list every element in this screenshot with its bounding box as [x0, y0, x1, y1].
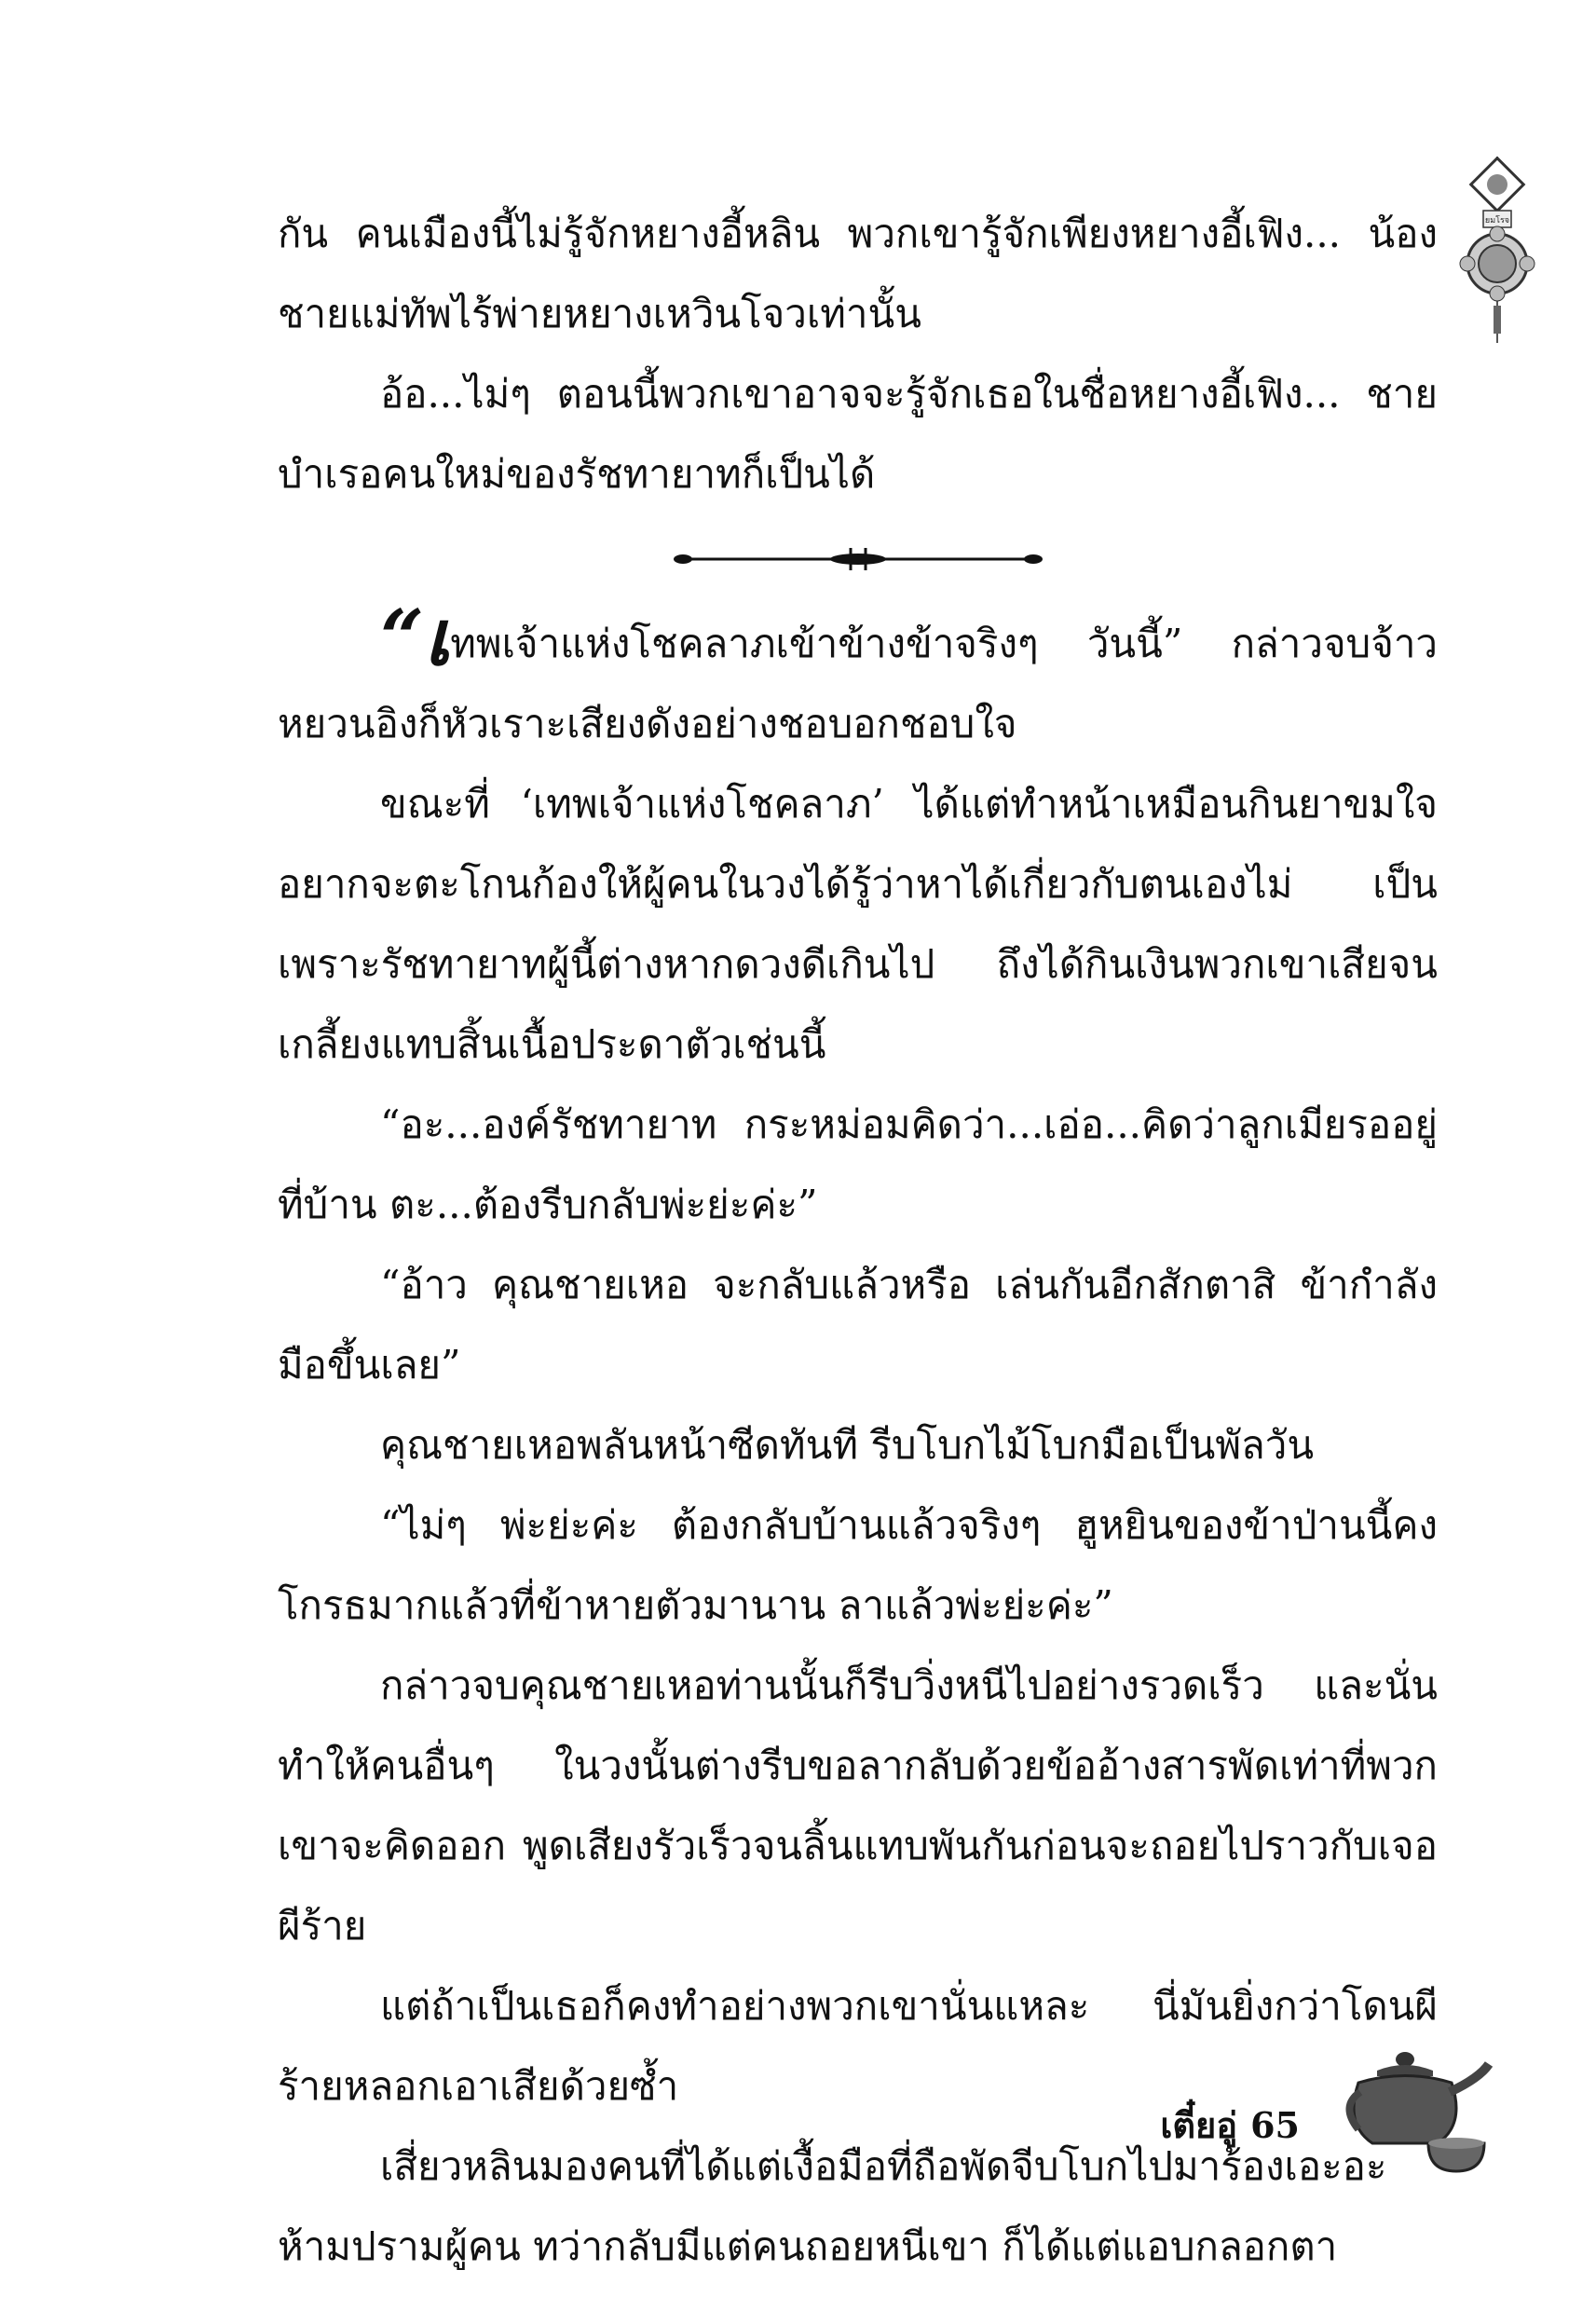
paragraph-2: อ้อ...ไม่ๆ ตอนนี้พวกเขาอาจจะรู้จักเธอในชื่อหยางอี้เฟิง... ชายบำเรอคนใหม่ของรัชทายาทก็เป็นได้	[278, 371, 1438, 497]
paragraph-9: แต่ถ้าเป็นเธอก็คงทำอย่างพวกเขานั่นแหละ นี่มันยิ่งกว่าโดนผีร้ายหลอกเอาเสียด้วยซ้ำ	[278, 1983, 1438, 2109]
section-divider	[278, 514, 1438, 604]
corner-ornament-icon	[1455, 157, 1539, 343]
paragraph-3: ขณะที่ ‘เทพเจ้าแห่งโชคลาภ’ ได้แต่ทำหน้าเหมือนกินยาขมใจอยากจะตะโกนก้องให้ผู้คนในวงได้รู้ว่าหาได้เกี่ยวกับตนเองไม่ เป็นเพราะรัชทายาทผู้นี้ต่างหากดวงดีเกินไป ถึงได้กินเงินพวกเขาเสียจนเกลี้ยงแทบสิ้นเนื้อประดาตัวเช่นนี้	[278, 781, 1438, 1067]
paragraph-8: กล่าวจบคุณชายเหอท่านนั้นก็รีบวิ่งหนีไปอย่างรวดเร็ว และนั่นทำให้คนอื่นๆ ในวงนั้นต่างรีบขอลากลับด้วยข้ออ้างสารพัดเท่าที่พวกเขาจะคิดออก พูดเสียงรัวเร็วจนลิ้นแทบพันกันก่อนจะถอยไปราวกับเจอผีร้าย	[278, 1662, 1438, 1949]
svg-text:ยมโรจ: ยมโรจ	[1484, 216, 1510, 226]
paragraph-1: กัน คนเมืองนี้ไม่รู้จักหยางอี้หลิน พวกเขารู้จักเพียงหยางอี้เฟิง... น้องชายแม่ทัพไร้พ่ายหยางเหวินโจวเท่านั้น	[278, 211, 1438, 336]
paragraph-7: “ไม่ๆ พ่ะย่ะค่ะ ต้องกลับบ้านแล้วจริงๆ ฮูหยินของข้าป่านนี้คงโกรธมากแล้วที่ข้าหายตัวมานาน ลาแล้วพ่ะย่ะค่ะ”	[278, 1502, 1438, 1628]
paragraph-5: “อ้าว คุณชายเหอ จะกลับแล้วหรือ เล่นกันอีกสักตาสิ ข้ากำลังมือขึ้นเลย”	[278, 1262, 1438, 1388]
teapot-icon	[1340, 2041, 1498, 2181]
divider-ornament-icon	[672, 540, 1044, 578]
book-title: เตี๋ยอู่	[1160, 2104, 1238, 2146]
paragraph-4: “อะ...องค์รัชทายาท กระหม่อมคิดว่า...เอ่อ...คิดว่าลูกเมียรออยู่ที่บ้าน ตะ...ต้องรีบกลับพ่ะย่ะค่ะ”	[278, 1101, 1438, 1227]
dropcap-rest: ทพเจ้าแห่งโชคลาภเข้าข้างข้าจริงๆ วันนี้” กล่าวจบจ้าวหยวนอิงก็หัวเราะเสียงดังอย่างชอบอกชอบใจ	[278, 621, 1438, 746]
drop-cap-letter: เ	[424, 594, 451, 683]
body-text	[278, 194, 1438, 2287]
drop-quote-mark: “	[380, 594, 425, 683]
dropcap-paragraph	[278, 594, 1438, 764]
paragraph-6: คุณชายเหอพลันหน้าซีดทันที รีบโบกไม้โบกมือเป็นพัลวัน	[380, 1422, 1315, 1468]
page-footer	[1147, 2097, 1300, 2154]
page-number: 65	[1250, 2104, 1300, 2146]
paragraph-10: เสี่ยวหลินมองคนที่ได้แต่เงื้อมือที่ถือพัดจีบโบกไปมาร้องเอะอะห้ามปรามผู้คน ทว่ากลับมีแต่คนถอยหนีเขา ก็ได้แต่แอบกลอกตา	[278, 2143, 1387, 2269]
